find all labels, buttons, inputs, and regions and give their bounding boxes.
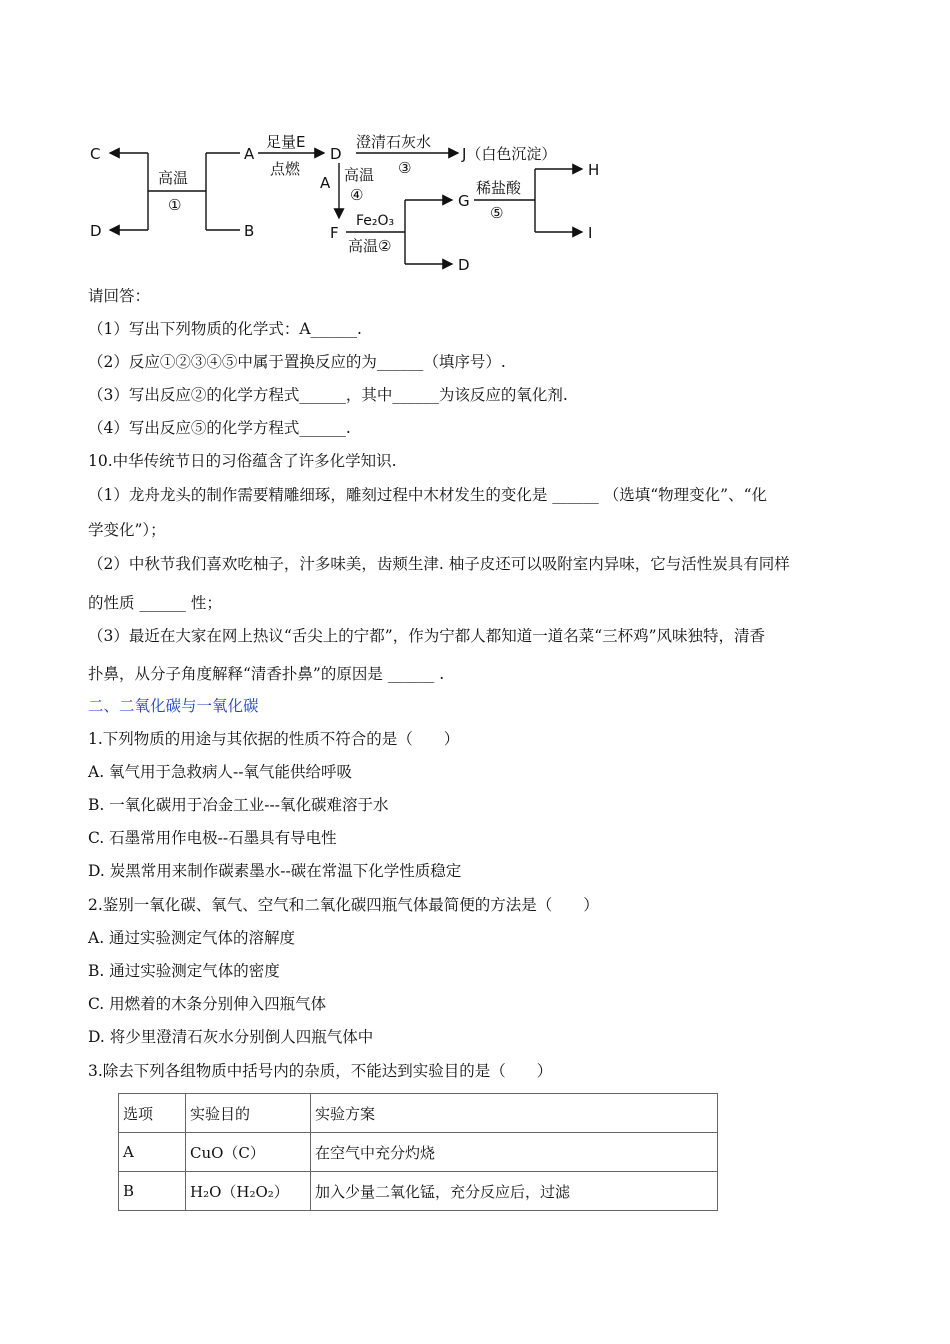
q10-part3-cont: 扑鼻，从分子角度解释“清香扑鼻”的原因是 ______ . bbox=[88, 665, 445, 683]
q9-part2: （2）反应①②③④⑤中属于置换反应的为______（填序号）. bbox=[88, 353, 506, 371]
table-row bbox=[119, 1133, 718, 1172]
experiment-table bbox=[118, 1093, 718, 1211]
q2-option-a: A. 通过实验测定气体的溶解度 bbox=[88, 929, 296, 947]
table-row bbox=[119, 1172, 718, 1211]
reaction-ad-condition: 点燃 bbox=[270, 160, 301, 178]
node-J: J（白色沉淀） bbox=[462, 145, 557, 163]
q1-option-d: D. 炭黑常用来制作碳素墨水--碳在常温下化学性质稳定 bbox=[88, 862, 462, 880]
cell-purpose: H₂O（H₂O₂） bbox=[186, 1172, 311, 1211]
reaction2-reagent: Fe₂O₃ bbox=[356, 213, 395, 229]
node-B: B bbox=[244, 222, 255, 240]
q2-option-d: D. 将少里澄清石灰水分别倒人四瓶气体中 bbox=[88, 1028, 374, 1046]
q1-option-c: C. 石墨常用作电极--石墨具有导电性 bbox=[88, 829, 337, 847]
q1-stem: 1.下列物质的用途与其依据的性质不符合的是（ ） bbox=[88, 730, 460, 748]
node-A: A bbox=[244, 145, 255, 163]
node-A-reagent: A bbox=[320, 174, 331, 192]
reaction-ad-reagent: 足量E bbox=[266, 133, 306, 151]
reaction1-number: ① bbox=[168, 196, 182, 214]
header-purpose: 实验目的 bbox=[186, 1094, 311, 1133]
q10-stem: 10.中华传统节日的习俗蕴含了许多化学知识. bbox=[88, 452, 397, 470]
node-I: I bbox=[588, 224, 593, 242]
cell-plan: 加入少量二氧化锰，充分反应后，过滤 bbox=[311, 1172, 718, 1211]
reaction5-number: ⑤ bbox=[490, 204, 504, 222]
reaction4-condition: 高温 bbox=[344, 166, 375, 184]
q10-part3: （3）最近在大家在网上热议“舌尖上的宁都”，作为宁都人都知道一道名菜“三杯鸡”风味独特，清香 bbox=[88, 627, 766, 645]
q10-part1: （1）龙舟龙头的制作需要精雕细琢，雕刻过程中木材发生的变化是 ______ （选填“物理变化”、“化 bbox=[88, 486, 767, 504]
reaction4-number: ④ bbox=[350, 186, 364, 204]
node-D-right: D bbox=[458, 256, 470, 274]
q3-stem: 3.除去下列各组物质中括号内的杂质，不能达到实验目的是（ ） bbox=[88, 1062, 553, 1080]
reaction-flow-diagram bbox=[80, 118, 640, 276]
answer-prompt: 请回答： bbox=[88, 287, 151, 305]
reaction2-condition: 高温② bbox=[348, 237, 392, 255]
node-H: H bbox=[588, 161, 600, 179]
q10-part2-cont: 的性质 ______ 性； bbox=[88, 594, 222, 612]
q2-option-c: C. 用燃着的木条分别伸入四瓶气体 bbox=[88, 995, 327, 1013]
cell-option: B bbox=[119, 1172, 186, 1211]
node-C: C bbox=[90, 145, 101, 163]
reaction3-number: ③ bbox=[398, 159, 412, 177]
cell-option: A bbox=[119, 1133, 186, 1172]
reaction3-reagent: 澄清石灰水 bbox=[356, 133, 432, 151]
q10-part1-cont: 学变化”）； bbox=[88, 521, 166, 539]
q1-option-a: A. 氧气用于急救病人--氧气能供给呼吸 bbox=[88, 763, 353, 781]
q9-part1: （1）写出下列物质的化学式：A______. bbox=[88, 320, 362, 338]
node-F: F bbox=[330, 224, 339, 242]
header-plan: 实验方案 bbox=[311, 1094, 718, 1133]
q2-stem: 2.鉴别一氧化碳、氧气、空气和二氧化碳四瓶气体最简便的方法是（ ） bbox=[88, 896, 599, 914]
section-heading: 二、二氧化碳与一氧化碳 bbox=[88, 697, 259, 715]
node-D-middle: D bbox=[330, 145, 342, 163]
q1-option-b: B. 一氧化碳用于冶金工业---氧化碳难溶于水 bbox=[88, 796, 389, 814]
cell-purpose: CuO（C） bbox=[186, 1133, 311, 1172]
q9-part3: （3）写出反应②的化学方程式______，其中______为该反应的氧化剂. bbox=[88, 386, 568, 404]
q9-part4: （4）写出反应⑤的化学方程式______. bbox=[88, 419, 351, 437]
node-D-left: D bbox=[90, 222, 102, 240]
cell-plan: 在空气中充分灼烧 bbox=[311, 1133, 718, 1172]
node-G: G bbox=[458, 192, 470, 210]
q10-part2: （2）中秋节我们喜欢吃柚子，汁多味美，齿颊生津. 柚子皮还可以吸附室内异味，它与活性炭具有同样 bbox=[88, 555, 790, 573]
reaction5-reagent: 稀盐酸 bbox=[476, 179, 522, 197]
q2-option-b: B. 通过实验测定气体的密度 bbox=[88, 962, 280, 980]
table-header-row bbox=[119, 1094, 718, 1133]
header-option: 选项 bbox=[119, 1094, 186, 1133]
reaction1-condition: 高温 bbox=[158, 169, 189, 187]
